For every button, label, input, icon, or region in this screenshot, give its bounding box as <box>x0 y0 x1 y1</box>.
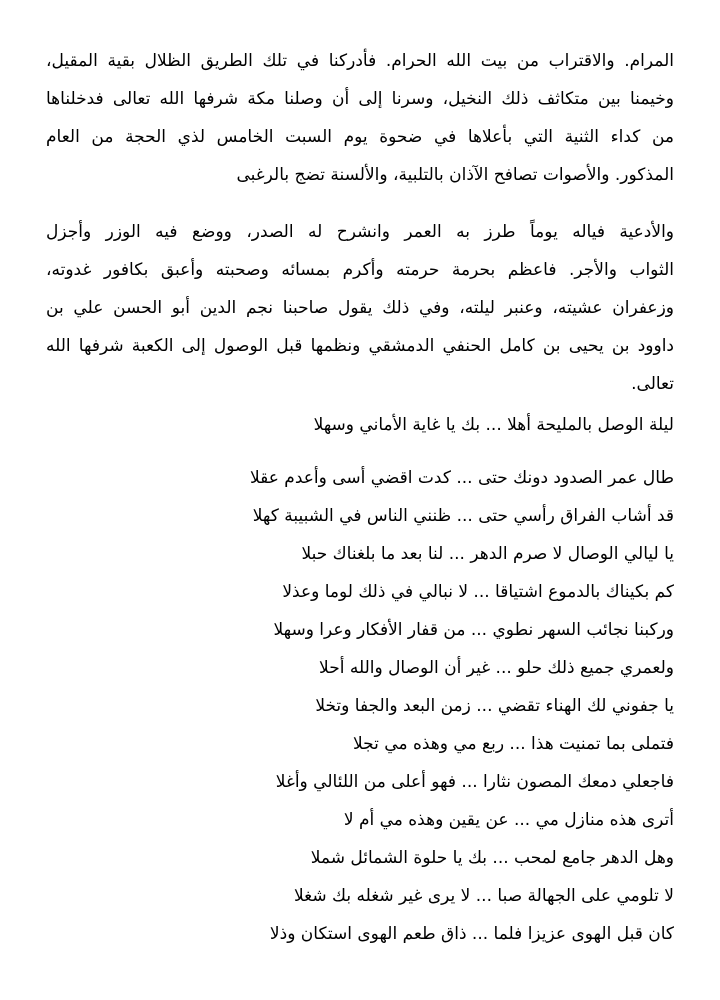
prose-paragraph-2 <box>46 213 674 403</box>
poem-verse: لا تلومي على الجهالة صبا ... لا يرى غير شغله بك شغلا <box>294 886 674 906</box>
poem-verse: كان قبل الهوى عزيزا فلما ... ذاق طعم الهوى استكان وذلا <box>269 924 674 944</box>
poem-verse: كم بكيناك بالدموع اشتياقا ... لا نبالي في ذلك لوما وعذلا <box>282 582 674 602</box>
poem-opening-verse: ليلة الوصل بالمليحة أهلا ... بك يا غاية الأماني وسهلا <box>313 415 674 435</box>
text-line: والأدعية فياله يوماً طرز به العمر وانشرح له الصدر، ووضع فيه الوزر وأجزل <box>46 222 674 242</box>
poem-verse: وهل الدهر جامع لمحب ... بك يا حلوة الشمائل شملا <box>310 848 674 868</box>
poem-verse: طال عمر الصدود دونك حتى ... كدت اقضي أسى وأعدم عقلا <box>250 468 674 488</box>
text-line: الثواب والأجر. فاعظم بحرمة حرمته وأكرم بمسائه وصحبته وأعبق بكافور غدوته، <box>46 260 674 280</box>
poem-verse: أترى هذه منازل مي ... عن يقين وهذه مي أم لا <box>343 810 674 830</box>
text-line: المرام. والاقتراب من بيت الله الحرام. فأدركنا في تلك الطريق الظلال بقية المقيل، <box>46 51 674 71</box>
text-line: داوود بن يحيى بن كامل الحنفي الدمشقي ونظمها قبل الوصول إلى الكعبة شرفها الله <box>46 336 674 356</box>
text-line: وخيمنا بين متكاثف ذلك النخيل، وسرنا إلى أن وصلنا مكة شرفها الله تعالى فدخلناها <box>46 89 674 109</box>
poem-verse: يا جفوني لك الهناء تقضي ... زمن البعد والجفا وتخلا <box>315 696 674 716</box>
prose-paragraph-1 <box>46 42 674 194</box>
poem-verse: قد أشاب الفراق رأسي حتى ... ظنني الناس في الشبيبة كهلا <box>252 506 674 526</box>
text-line: المذكور. والأصوات تصافح الآذان بالتلبية، والألسنة تضج بالرغبى <box>236 165 674 185</box>
poem-verse: فتملى بما تمنيت هذا ... ربع مي وهذه مي تجلا <box>353 734 674 754</box>
text-line: وزعفران عشيته، وعنبر ليلته، وفي ذلك يقول صاحبنا نجم الدين أبو الحسن علي بن <box>46 298 674 318</box>
poem-verse: ولعمري جميع ذلك حلو ... غير أن الوصال والله أحلا <box>319 658 674 678</box>
poem-verse: يا ليالي الوصال لا صرم الدهر ... لنا بعد ما بلغناك حبلا <box>301 544 674 564</box>
poem-verse: فاجعلي دمعك المصون نثارا ... فهو أعلى من اللئالي وأغلا <box>275 772 674 792</box>
verse-gap <box>46 444 674 459</box>
text-line: تعالى. <box>631 374 674 394</box>
text-line: من كداء الثنية التي بأعلاها في ضحوة يوم السبت الخامس لذي الحجة من العام <box>46 127 674 147</box>
poem <box>46 406 674 953</box>
poem-verse: وركبنا نجائب السهر نطوي ... من قفار الأفكار وعرا وسهلا <box>273 620 674 640</box>
